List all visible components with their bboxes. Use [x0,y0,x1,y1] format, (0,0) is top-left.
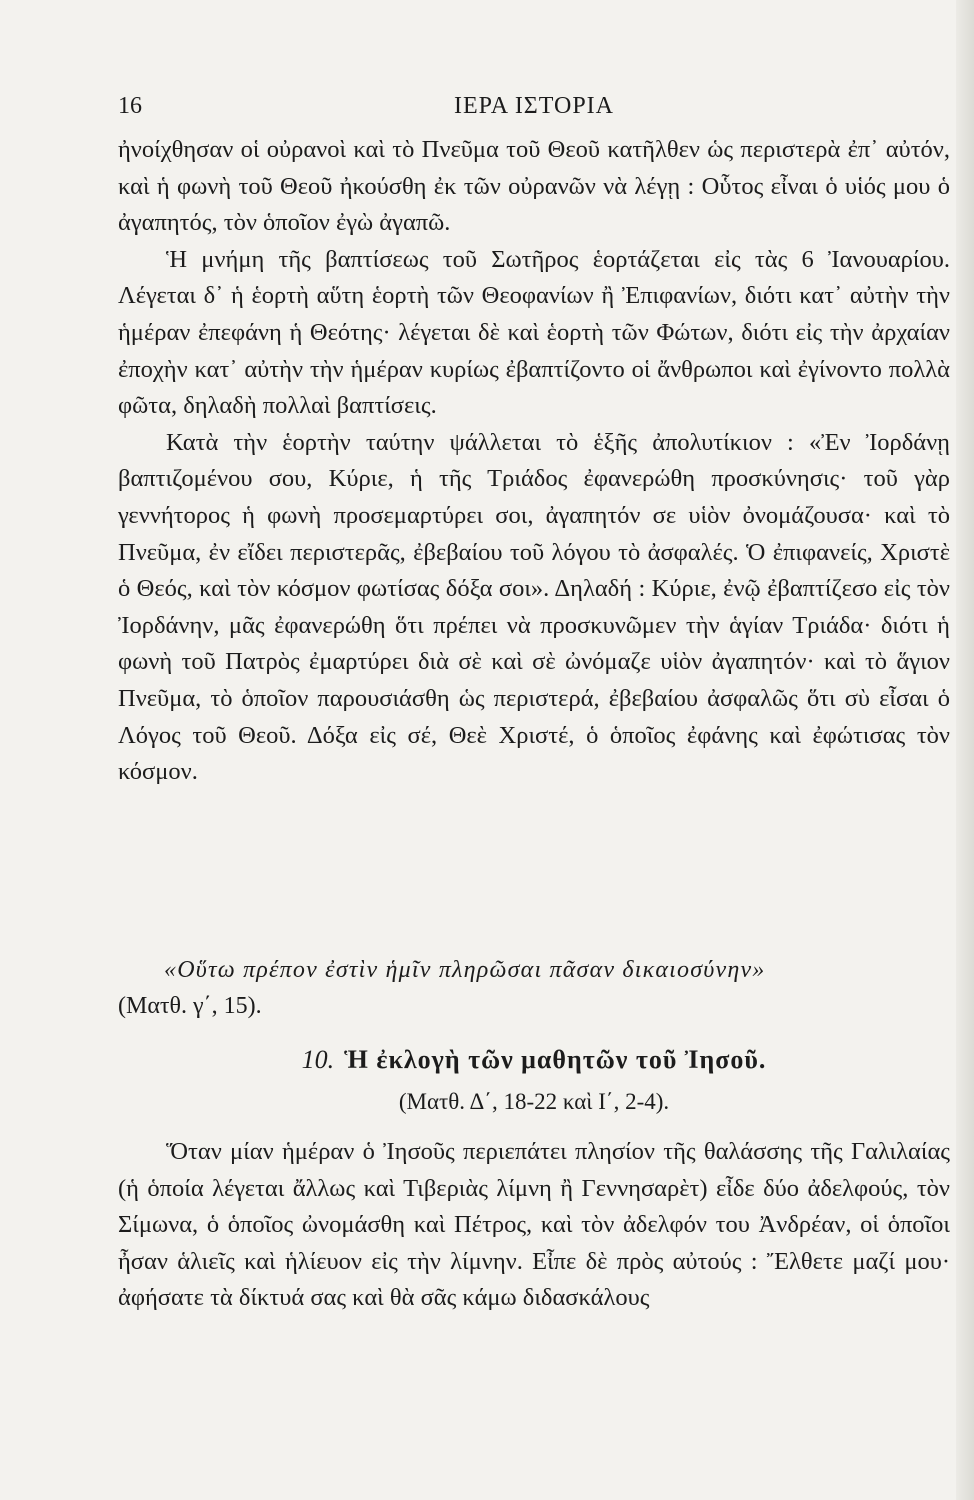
page-number: 16 [118,93,142,119]
running-title: ΙΕΡΑ ΙΣΤΟΡΙΑ [453,93,615,119]
paragraph-apolytikion: Κατὰ τὴν ἑορτὴν ταύτην ψάλλεται τὸ ἑξῆς ἀπολυτίκιον : «Ἐν Ἰορδάνῃ βαπτιζομένου σου, Κύριε, ἡ τῆς Τριάδος ἐφανερώθη προσκύνησις· τοῦ γὰρ γεννήτορος ἡ φωνὴ προσεμαρτύρει σοι, ἀγαπητόν σε υἱὸν ὀνομάζουσα· καὶ τὸ Πνεῦμα, ἐν εἴδει περιστερᾶς, ἐβεβαίου τοῦ λόγου τὸ ἀσφαλές. Ὁ ἐπιφανείς, Χριστὲ ὁ Θεός, καὶ τὸν κόσμον φωτίσας δόξα σοι». Δηλαδή : Κύριε, ἐνῷ ἐβαπτίζεσο εἰς τὸν Ἰορδάνην, μᾶς ἐφανερώθη ὅτι πρέπει νὰ προσκυνῶμεν τὴν ἁγίαν Τριάδα· διότι ἡ φωνὴ τοῦ Πατρὸς ἐμαρτύρει διὰ σὲ καὶ σὲ ὠνόμαζε υἱὸν ἀγαπητόν· καὶ τὸ ἅγιον Πνεῦμα, τὸ ὁποῖον παρουσιάσθη ὡς περιστερά, ἐβεβαίου ἀσφαλῶς ὅτι σὺ εἶσαι ὁ Λόγος τοῦ Θεοῦ. Δόξα εἰς σέ, Θεὲ Χριστέ, ὁ ὁποῖος ἐφάνης καὶ ἐφώτισας τὸν κόσμον. [118,428,950,786]
section-number: 10. [301,1045,335,1074]
section-reference: (Ματθ. Δ΄, 18-22 καὶ Ι΄, 2-4). [398,1089,670,1114]
scripture-quote [118,952,950,1024]
section-title: Ἡ ἐκλογὴ τῶν μαθητῶν τοῦ Ἰησοῦ. [344,1045,767,1074]
quote-text: «Οὕτω πρέπον ἐστὶν ἡμῖν πληρῶσαι πᾶσαν δικαιοσύνην» [164,957,766,983]
paragraph-disciples: Ὅταν μίαν ἡμέραν ὁ Ἰησοῦς περιεπάτει πλησίον τῆς θαλάσσης τῆς Γαλιλαίας (ἡ ὁποία λέγεται ἄλλως καὶ Τιβεριὰς λίμνη ἢ Γεννησαρὲτ) εἶδε δύο ἀδελφούς, τὸν Σίμωνα, ὁ ὁποῖος ὠνομάσθη καὶ Πέτρος, καὶ τὸν ἀδελφόν του Ἀνδρέαν, οἱ ὁποῖοι ἦσαν ἁλιεῖς καὶ ἡλίευον εἰς τὴν λίμνην. Εἶπε δὲ πρὸς αὐτούς : Ἔλθετε μαζί μου· ἀφήσατε τὰ δίκτυά σας καὶ θὰ σᾶς κάμω διδασκάλους [118,1138,950,1312]
main-text-block [118,132,950,791]
section-heading [118,1040,950,1080]
section-text-block [118,1134,950,1317]
paragraph-epiphany: Ἡ μνήμη τῆς βαπτίσεως τοῦ Σωτῆρος ἑορτάζεται εἰς τὰς 6 Ἰανουαρίου. Λέγεται δ᾿ ἡ ἑορτὴ αὕτη ἑορτὴ τῶν Θεοφανίων ἢ Ἐπιφανίων, διότι κατ᾿ αὐτὴν τὴν ἡμέραν ἐπεφάνη ἡ Θεότης· λέγεται δὲ καὶ ἑορτὴ τῶν Φώτων, διότι εἰς τὴν ἀρχαίαν ἐποχὴν κατ᾿ αὐτὴν τὴν ἡμέραν κυρίως ἐβαπτίζοντο οἱ ἄνθρωποι καὶ ἐγίνοντο πολλὰ φῶτα, δηλαδὴ πολλαὶ βαπτίσεις. [118,245,950,420]
quote-reference: (Ματθ. γ΄, 15). [118,993,262,1019]
page-edge [956,0,974,1500]
paragraph-continuation: ἠνοίχθησαν οἱ οὐρανοὶ καὶ τὸ Πνεῦμα τοῦ Θεοῦ κατῆλθεν ὡς περιστερὰ ἐπ᾿ αὐτόν, καὶ ἡ φωνὴ τοῦ Θεοῦ ἠκούσθη ἐκ τῶν οὐρανῶν νὰ λέγῃ : Οὗτος εἶναι ὁ υἱός μου ὁ ἀγαπητός, τὸν ὁποῖον ἐγὼ ἀγαπῶ. [118,136,950,237]
page-header [118,88,950,124]
